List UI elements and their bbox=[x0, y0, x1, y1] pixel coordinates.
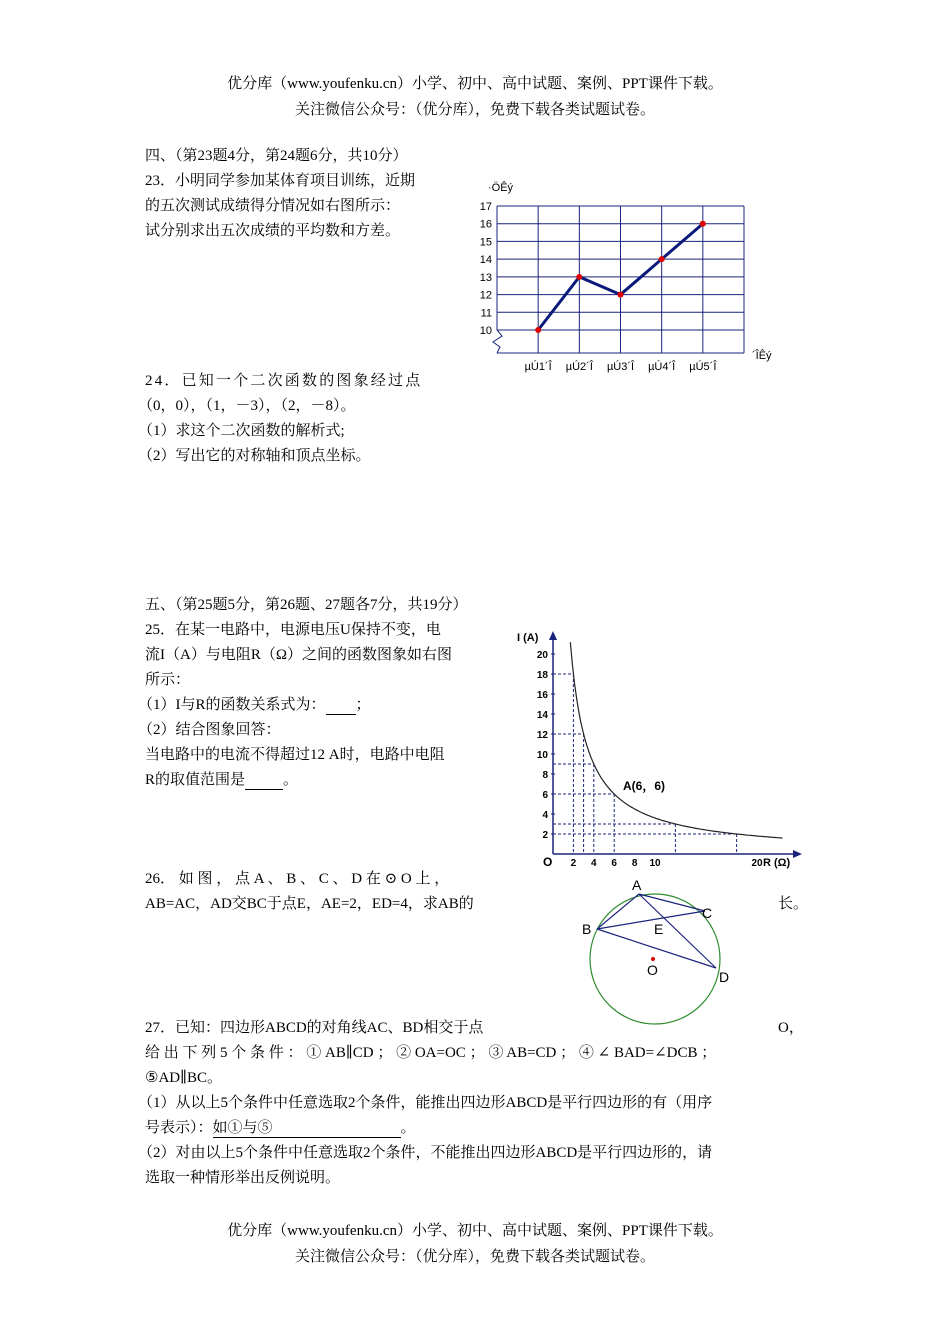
chart1-xtick-label: µÚ2´Î bbox=[565, 361, 593, 373]
footer-line-2: 关注微信公众号：（优分库），免费下载各类试题试卷。 bbox=[294, 1249, 655, 1265]
chart1-grid bbox=[493, 206, 744, 353]
chart1-point bbox=[618, 292, 624, 298]
q24-line4: （2）写出它的对称轴和顶点坐标。 bbox=[138, 448, 371, 464]
q26-line1: 26． 如 图 ， 点 A 、 B 、 C 、 D 在 ⊙ O 上 ， bbox=[145, 871, 450, 887]
chart2-ytick-label: 2 bbox=[542, 830, 548, 841]
chart1-ytick-label: 10 bbox=[479, 325, 492, 337]
q27-line3: ⑤AD∥BC。 bbox=[145, 1070, 223, 1086]
label-e: E bbox=[654, 921, 664, 937]
chart2-origin: O bbox=[543, 855, 553, 869]
chart1-point bbox=[659, 256, 665, 262]
q26-line2b: 长。 bbox=[778, 896, 809, 912]
chart2-xtick-label: 8 bbox=[631, 858, 638, 869]
center-dot bbox=[651, 957, 655, 961]
chart2-xtick-label: 4 bbox=[591, 858, 597, 869]
chart2-ytick-label: 14 bbox=[536, 710, 548, 721]
label-b: B bbox=[582, 921, 592, 937]
chart1-xtick-label: µÚ4´Î bbox=[648, 361, 676, 373]
q25-line4 bbox=[138, 696, 371, 715]
chart2-guide-lines bbox=[553, 674, 737, 854]
chart1-point bbox=[700, 221, 706, 227]
current-resistance-chart bbox=[515, 628, 805, 873]
q25-line7 bbox=[145, 771, 298, 790]
q25-line4-text: （1）I与R的函数关系式为： bbox=[138, 697, 326, 713]
chart2-ytick-label: 20 bbox=[536, 650, 548, 661]
q27-line1a: 27．已知：四边形ABCD的对角线AC、BD相交于点 bbox=[145, 1020, 484, 1036]
q25-line7-text: R的取值范围是 bbox=[145, 772, 246, 788]
section5-heading: 五、（第25题5分，第26题、27题各7分，共19分） bbox=[145, 597, 468, 613]
q25-blank-1[interactable] bbox=[326, 696, 356, 715]
q25-line5: （2）结合图象回答： bbox=[138, 722, 281, 738]
circle-geometry-figure bbox=[575, 872, 740, 1032]
chart2-ytick-label: 12 bbox=[536, 730, 548, 741]
q24-line2: （0，0），（1，－3），（2，－8）。 bbox=[138, 398, 356, 414]
chart1-xtick-label: µÚ1´Î bbox=[524, 361, 552, 373]
q23-line1: 23．小明同学参加某体育项目训练，近期 bbox=[145, 173, 416, 189]
chart1-ytick-label: 17 bbox=[479, 201, 492, 213]
q23-line2: 的五次测试成绩得分情况如右图所示： bbox=[145, 198, 401, 214]
chart2-ytick-label: 16 bbox=[536, 690, 548, 701]
chart1-ytick-label: 15 bbox=[479, 236, 492, 249]
chart1-ytick-label: 12 bbox=[479, 289, 492, 302]
q27-line5-end: 。 bbox=[400, 1120, 416, 1136]
chart1-point bbox=[576, 274, 582, 280]
chart2-ytick-label: 10 bbox=[536, 750, 548, 761]
chart2-y-arrow bbox=[549, 631, 557, 640]
q23-line3: 试分别求出五次成绩的平均数和方差。 bbox=[145, 223, 401, 239]
q25-line7-end: 。 bbox=[283, 772, 299, 788]
chart1-xlabel: ´ÎÊý bbox=[752, 350, 772, 362]
segment-bc bbox=[597, 911, 705, 929]
chart1-xticks bbox=[525, 360, 718, 373]
section4-heading: 四、（第23题4分，第24题6分，共10分） bbox=[145, 148, 408, 164]
chart2-ylabel: I (A) bbox=[517, 632, 539, 644]
chart2-xtick-label: 20 bbox=[751, 858, 763, 869]
q24-line3: （1）求这个二次函数的解析式; bbox=[138, 423, 345, 439]
chart2-point-label: A(6，6) bbox=[623, 779, 666, 793]
chart1-xtick-label: µÚ5´Î bbox=[689, 361, 717, 373]
q25-line4-end: ； bbox=[355, 697, 371, 713]
chart2-ytick-label: 6 bbox=[542, 790, 548, 801]
label-c: C bbox=[702, 905, 713, 921]
q27-answer-blank[interactable]: 如①与⑤ bbox=[213, 1119, 401, 1138]
chart1-ytick-label: 14 bbox=[479, 254, 492, 267]
q27-line7: 选取一种情形举出反例说明。 bbox=[145, 1170, 341, 1186]
chart1-ytick-label: 11 bbox=[480, 307, 492, 320]
chart1-axis-break bbox=[493, 330, 502, 353]
q25-blank-2[interactable] bbox=[245, 771, 283, 790]
q27-line2: 给 出 下 列 5 个 条 件 ： ① AB∥CD ； ② OA=OC ； ③ AB=CD ； ④ ∠ BAD=∠DCB ； bbox=[145, 1045, 717, 1061]
chart1-ytick-label: 13 bbox=[479, 271, 492, 284]
label-d: D bbox=[719, 969, 730, 985]
q25-line6: 当电路中的电流不得超过12 A时，电路中电阻 bbox=[145, 747, 445, 763]
score-line-chart bbox=[470, 178, 780, 378]
chart2-xlabel: R (Ω) bbox=[763, 857, 791, 869]
q27-line4: （1）从以上5个条件中任意选取2个条件，能推出四边形ABCD是平行四边形的有（用序 bbox=[138, 1095, 713, 1111]
chart2-curve bbox=[570, 642, 782, 838]
chart1-xtick-label: µÚ3´Î bbox=[606, 361, 635, 373]
chart2-xtick-label: 6 bbox=[611, 858, 617, 869]
q25-line2: 流I（A）与电阻R（Ω）之间的函数图象如右图 bbox=[145, 647, 452, 663]
chart2-ytick-label: 4 bbox=[542, 810, 548, 821]
q27-line5-text: 号表示）： bbox=[145, 1120, 213, 1136]
label-o: O bbox=[647, 962, 658, 978]
chart2-xtick-label: 10 bbox=[649, 858, 661, 869]
q24-line1: 24．已知一个二次函数的图象经过点 bbox=[145, 373, 423, 389]
chart2-xtick-label: 2 bbox=[570, 858, 577, 869]
chart2-ytick-label: 8 bbox=[542, 770, 548, 781]
q27-line5 bbox=[145, 1119, 416, 1138]
q25-line3: 所示： bbox=[145, 672, 191, 688]
q27-line6: （2）对由以上5个条件中任意选取2个条件，不能推出四边形ABCD是平行四边形的，请 bbox=[138, 1145, 713, 1161]
chart1-yticks bbox=[480, 201, 492, 337]
chart2-ytick-label: 18 bbox=[536, 670, 548, 681]
chart1-ylabel: ·ÖÊý bbox=[488, 182, 514, 194]
q26-line2a: AB=AC，AD交BC于点E，AE=2，ED=4，求AB的 bbox=[145, 896, 474, 912]
chart2-xticks bbox=[571, 858, 763, 869]
chart1-ytick-label: 16 bbox=[479, 218, 492, 231]
q27-line1b: O， bbox=[778, 1020, 804, 1036]
header-line-2: 关注微信公众号：（优分库），免费下载各类试题试卷。 bbox=[294, 102, 655, 118]
header-line-1: 优分库（www.youfenku.cn）小学、初中、高中试题、案例、PPT课件下载。 bbox=[227, 76, 723, 92]
chart2-x-arrow bbox=[793, 850, 802, 858]
chart1-point bbox=[535, 327, 541, 333]
label-a: A bbox=[632, 877, 642, 893]
segment-ab bbox=[597, 894, 639, 929]
q25-line1: 25．在某一电路中，电源电压U保持不变，电 bbox=[145, 622, 441, 638]
footer-line-1: 优分库（www.youfenku.cn）小学、初中、高中试题、案例、PPT课件下载。 bbox=[227, 1223, 723, 1239]
